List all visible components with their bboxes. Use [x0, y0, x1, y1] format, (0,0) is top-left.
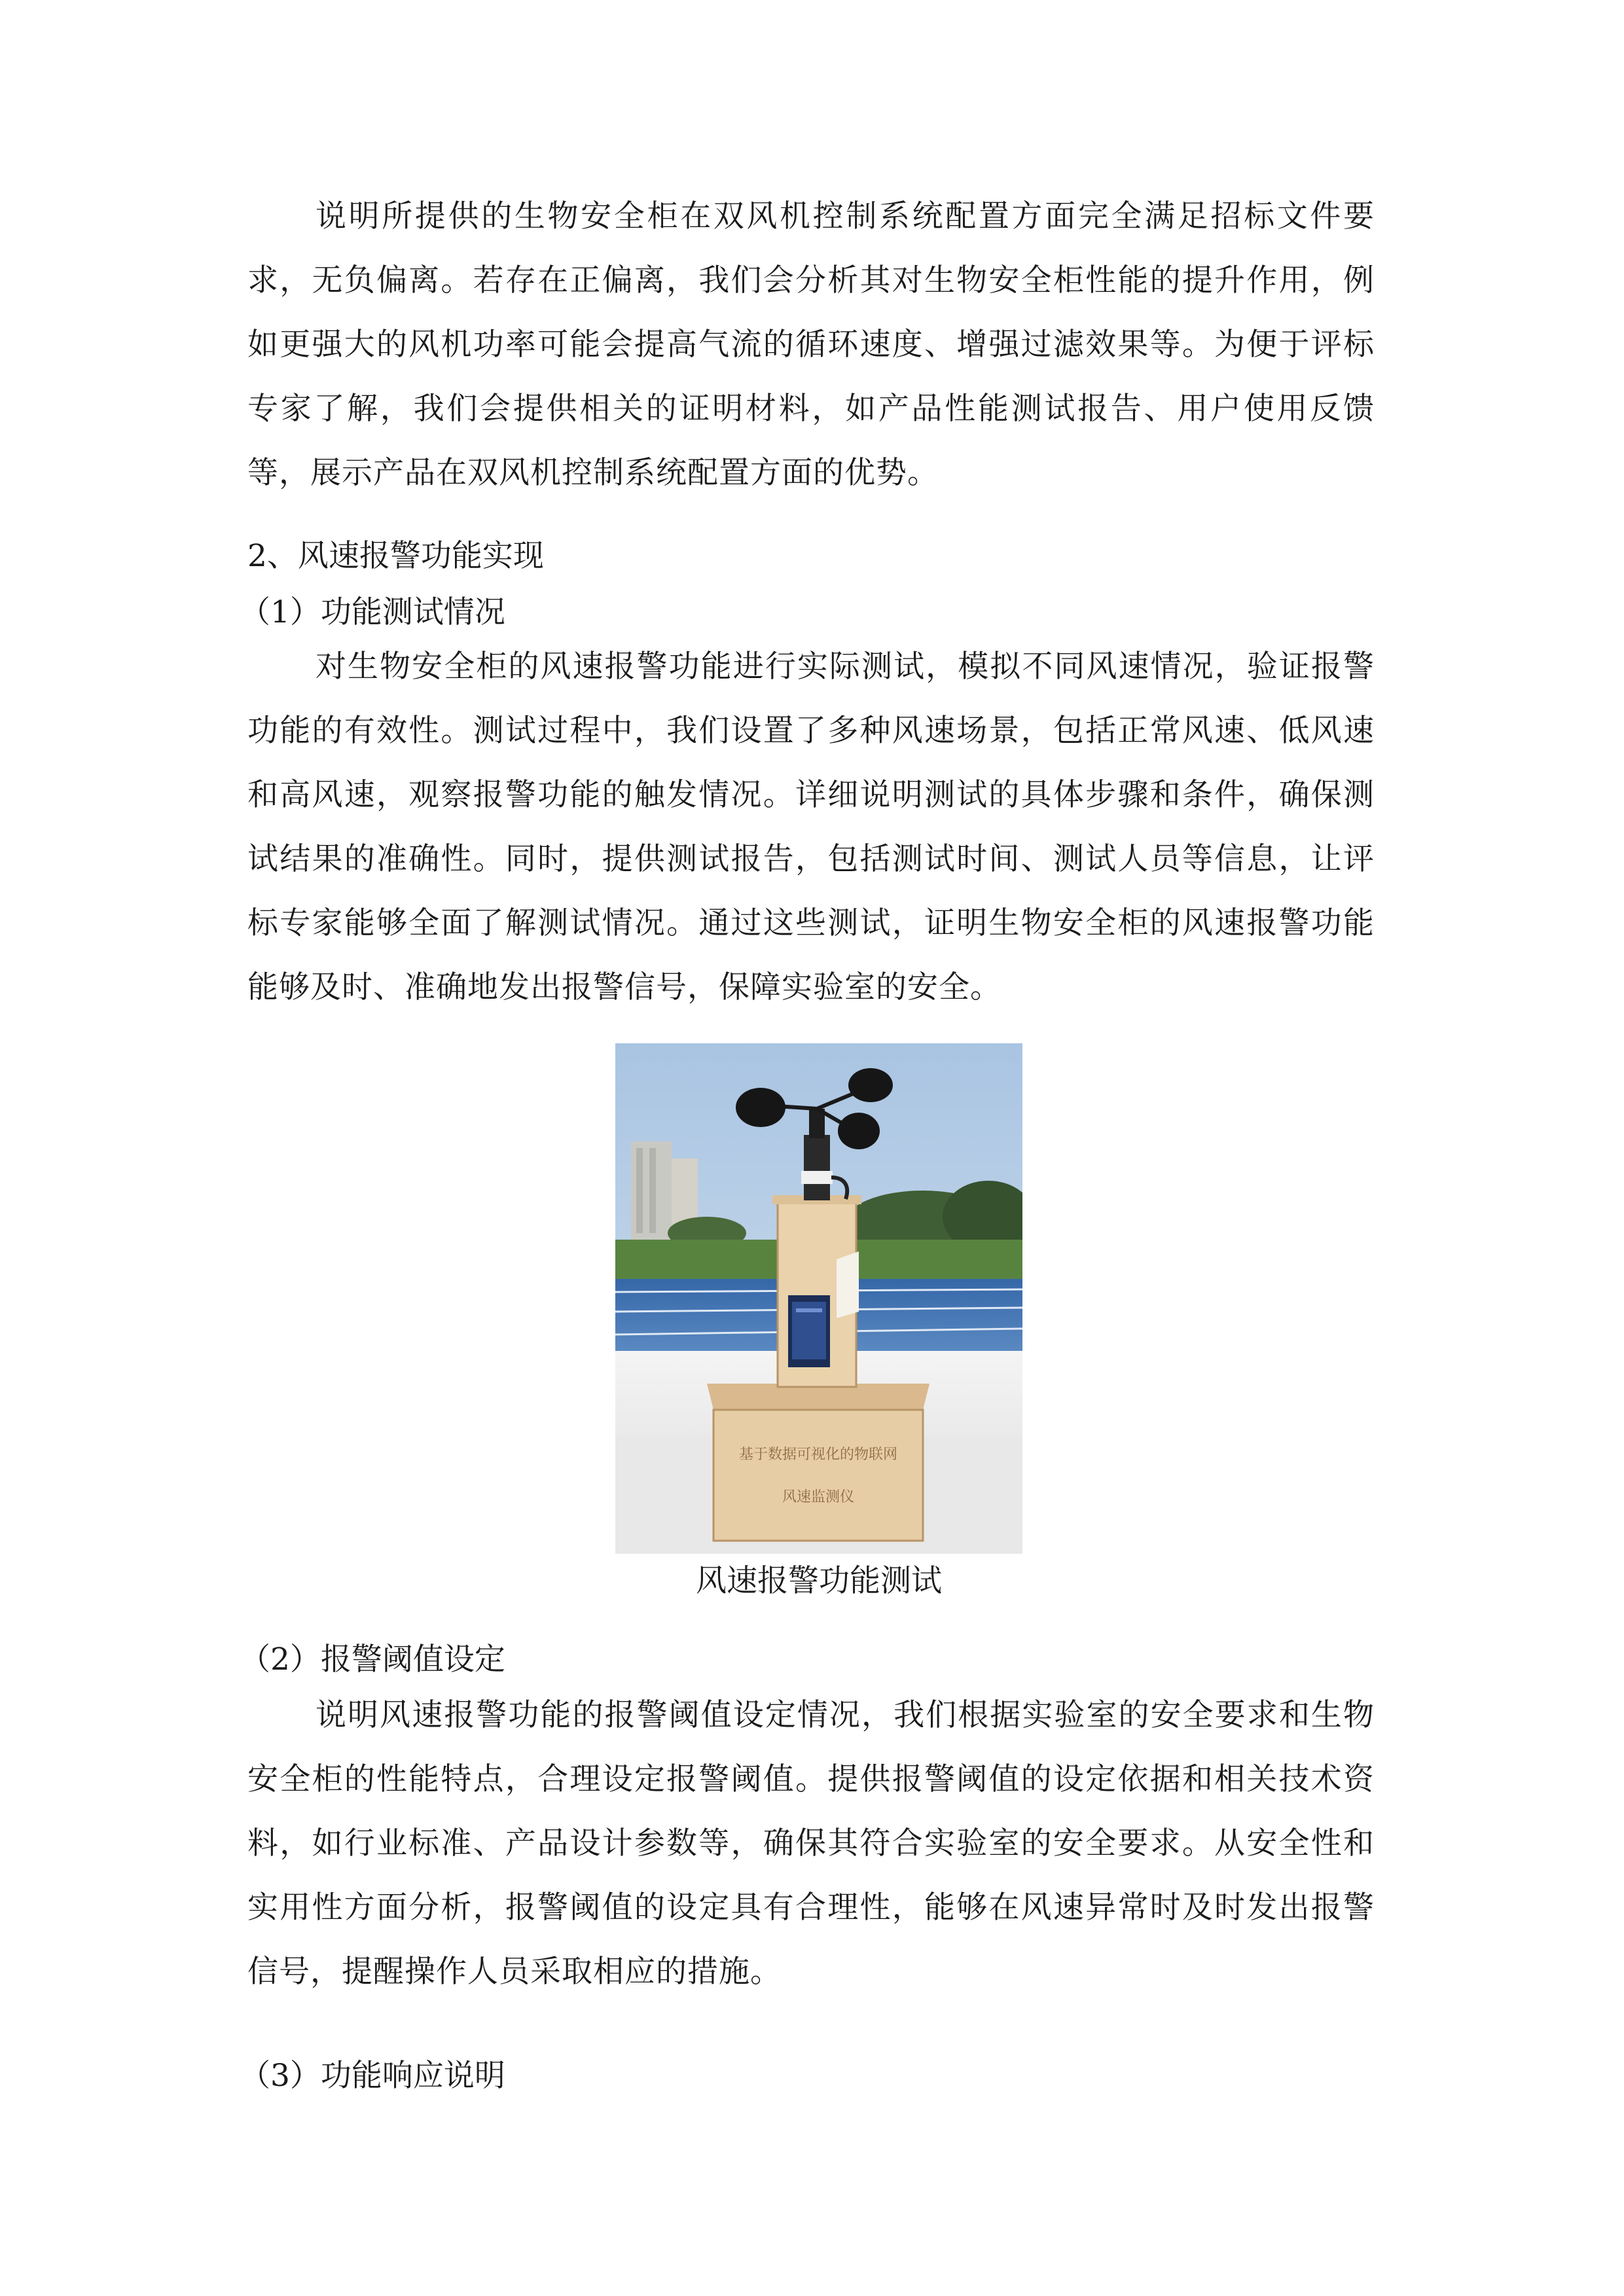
subheading-function-response: （3）功能响应说明 — [240, 2058, 505, 2094]
paragraph-function-test: 对生物安全柜的风速报警功能进行实际测试，模拟不同风速情况，验证报警功能的有效性。测试过程中，我们设置了多种风速场景，包括正常风速、低风速和高风速，观察报警功能的触发情况。详细说明测试的具体步骤和条件，确保测试结果的准确性。同时，提供测试报告，包括测试时间、测试人员等信息，让评标专家能够全面了解测试情况。通过这些测试，证明生物安全柜的风速报警功能能够及时、准确地发出报警信号，保障实验室的安全。 — [247, 649, 1375, 1005]
paragraph-dual-fan-config: 说明所提供的生物安全柜在双风机控制系统配置方面完全满足招标文件要求，无负偏离。若存在正偏离，我们会分析其对生物安全柜性能的提升作用，例如更强大的风机功率可能会提高气流的循环速度、增强过滤效果等。为便于评标专家了解，我们会提供相关的证明材料，如产品性能测试报告、用户使用反馈等，展示产品在双风机控制系统配置方面的优势。 — [247, 198, 1375, 491]
subheading-function-test: （1）功能测试情况 — [240, 594, 505, 630]
section-heading-wind-alarm: 2、风速报警功能实现 — [247, 538, 544, 574]
subheading-alarm-threshold: （2）报警阈值设定 — [240, 1641, 505, 1677]
paragraph-alarm-threshold: 说明风速报警功能的报警阈值设定情况，我们根据实验室的安全要求和生物安全柜的性能特点，合理设定报警阈值。提供报警阈值的设定依据和相关技术资料，如行业标准、产品设计参数等，确保其符合实验室的安全要求。从安全性和实用性方面分析，报警阈值的设定具有合理性，能够在风速异常时及时发出报警信号，提醒操作人员采取相应的措施。 — [247, 1697, 1375, 1990]
figure-caption: 风速报警功能测试 — [696, 1563, 942, 1599]
anemometer-photo — [615, 1043, 1022, 1554]
box-label-line1: 基于数据可视化的物联网 — [738, 1446, 898, 1463]
box-label-line2: 风速监测仪 — [782, 1489, 855, 1505]
figure-anemometer-photo — [615, 1043, 1022, 1554]
